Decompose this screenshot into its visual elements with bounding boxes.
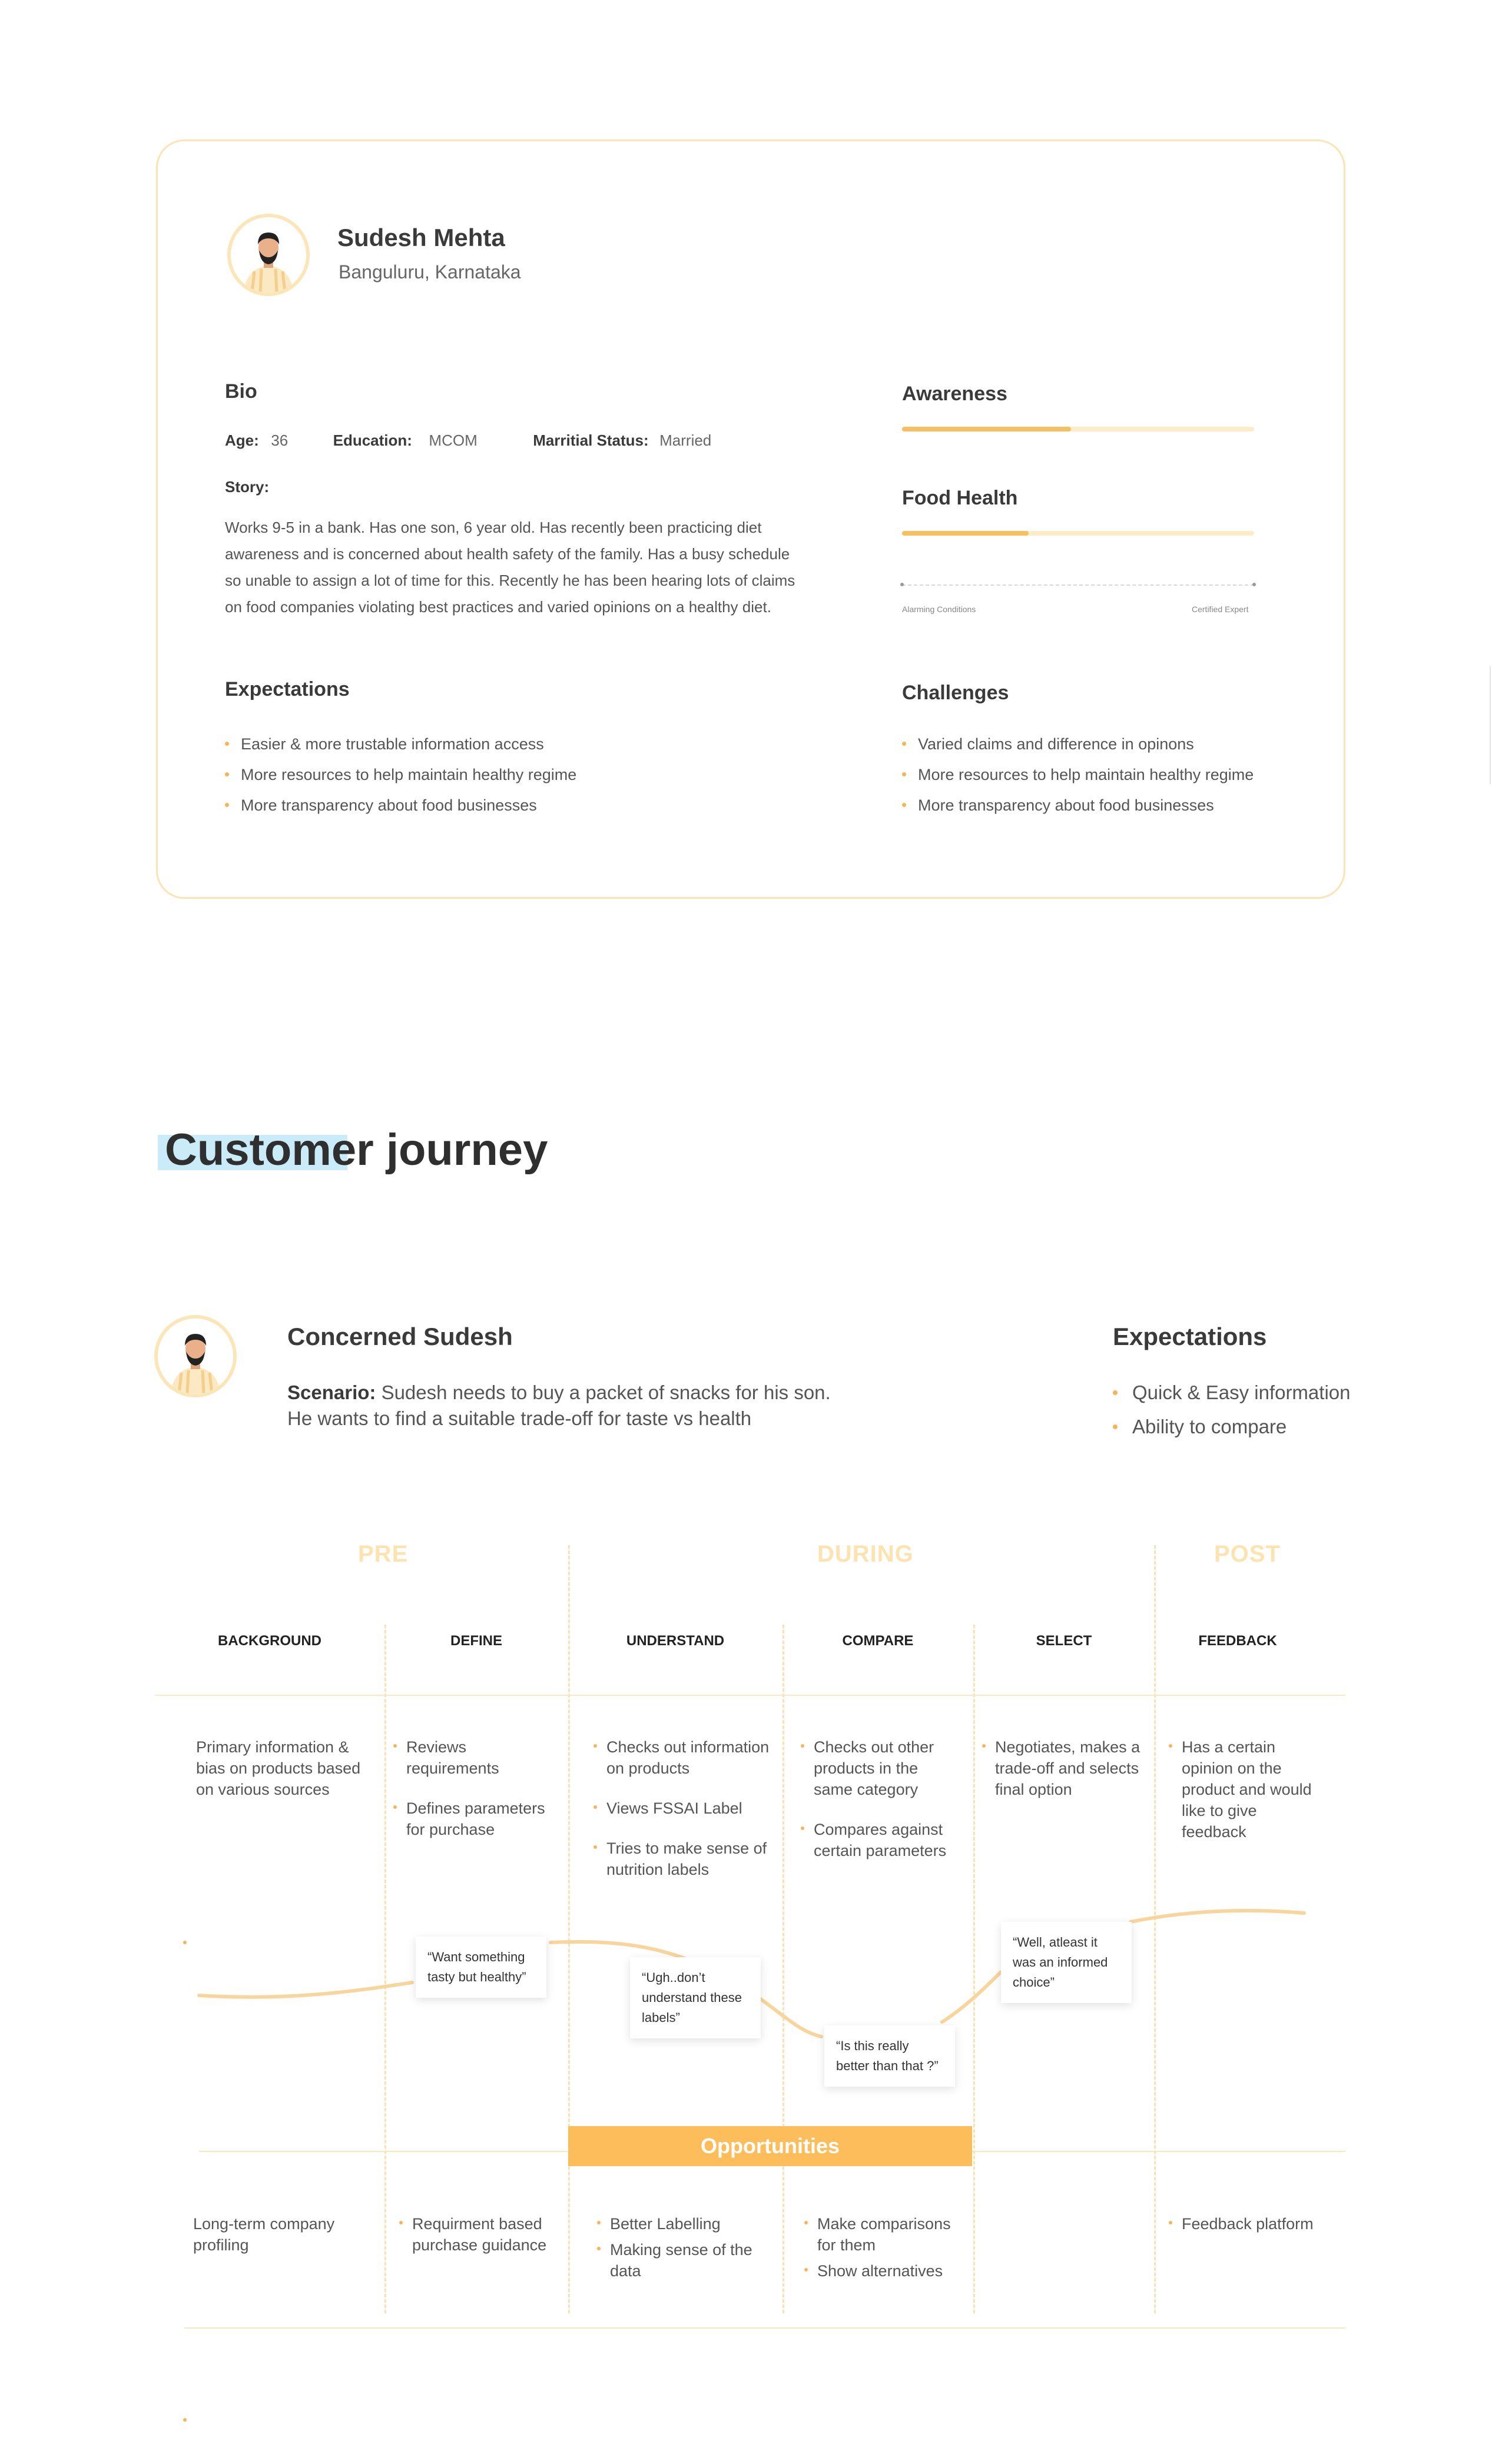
- phase-post: POST: [1214, 1541, 1281, 1567]
- challenges-title: Challenges: [902, 682, 1009, 704]
- education-label: Education:: [333, 431, 412, 449]
- list-item: Defines parameters for purchase: [393, 1798, 552, 1840]
- list-item: More transparency about food businesses: [225, 790, 576, 821]
- journey-title: Customer journey: [165, 1125, 548, 1175]
- list-item: Has a certain opinion on the product and would like to give feedback: [1169, 1736, 1316, 1842]
- persona-name: Sudesh Mehta: [337, 224, 505, 251]
- list-item: Show alternatives: [804, 2260, 963, 2282]
- list-item: Tries to make sense of nutrition labels: [594, 1838, 770, 1880]
- phase-during: DURING: [817, 1541, 914, 1567]
- marital-label: Marritial Status:: [533, 431, 649, 449]
- list-item: Requirment based purchase guidance: [399, 2213, 558, 2256]
- opportunities-banner: Opportunities: [568, 2126, 972, 2166]
- quote-select: “Well, atleast it was an informed choice”: [1001, 1922, 1132, 2003]
- stage-understand: UNDERSTAND: [626, 1633, 725, 1649]
- age-label: Age:: [225, 431, 259, 449]
- persona-location: Banguluru, Karnataka: [339, 261, 521, 283]
- quote-define: “Want something tasty but healthy”: [416, 1937, 546, 1998]
- scenario-line2: He wants to find a suitable trade-off for taste vs health: [287, 1407, 752, 1429]
- stage-compare: COMPARE: [842, 1633, 914, 1649]
- list-item: Better Labelling: [597, 2213, 756, 2234]
- bio-title: Bio: [225, 380, 257, 403]
- list-item: Checks out information on products: [594, 1736, 770, 1779]
- left-margin-dot: [183, 1941, 187, 1944]
- list-item: More resources to help maintain healthy regime: [225, 759, 576, 790]
- list-item: Negotiates, makes a trade-off and selects final option: [982, 1736, 1144, 1800]
- marital-value: Married: [659, 431, 712, 449]
- scenario-line1: Sudesh needs to buy a packet of snacks for his son.: [381, 1382, 831, 1403]
- list-item: Easier & more trustable information access: [225, 729, 576, 759]
- scale-max-label: Certified Expert: [1192, 605, 1249, 614]
- quote-compare: “Is this really better than that ?”: [824, 2025, 955, 2087]
- list-item: Varied claims and difference in opinons: [902, 729, 1254, 759]
- stage-background-content: Primary information & bias on products based on various sources: [196, 1738, 361, 1798]
- stage-feedback: FEEDBACK: [1198, 1633, 1277, 1649]
- age-value: 36: [271, 431, 289, 449]
- opportunity-compare: [804, 2213, 963, 2300]
- stage-select: SELECT: [1036, 1633, 1092, 1649]
- left-margin-dot-bottom: [183, 2418, 187, 2422]
- story-text: Works 9-5 in a bank. Has one son, 6 year old. Has recently been practicing diet awareness and is concerned about health safety of the family. Has a busy schedule so unable to assign a lot of time for this. Recently he has been hearing lots of claims on food companies violating best practices and varied opinions on a healthy diet.: [225, 519, 795, 616]
- awareness-label: Awareness: [902, 383, 1007, 405]
- stage-define: DEFINE: [450, 1633, 502, 1649]
- list-item: Ability to compare: [1113, 1410, 1350, 1444]
- opportunity-feedback: [1169, 2213, 1322, 2253]
- list-item: Make comparisons for them: [804, 2213, 963, 2256]
- list-item: Making sense of the data: [597, 2239, 756, 2282]
- list-item: More transparency about food businesses: [902, 790, 1254, 821]
- opportunity-understand: [597, 2213, 756, 2300]
- phase-pre: PRE: [358, 1541, 409, 1567]
- list-item: Quick & Easy information: [1113, 1376, 1350, 1410]
- education-value: MCOM: [429, 431, 478, 449]
- expectations-title: Expectations: [225, 678, 350, 700]
- list-item: Reviews requirements: [393, 1736, 552, 1779]
- list-item: More resources to help maintain healthy regime: [902, 759, 1254, 790]
- stage-background: BACKGROUND: [218, 1633, 321, 1649]
- food-health-label: Food Health: [902, 487, 1018, 509]
- journey-persona-name: Concerned Sudesh: [287, 1323, 513, 1350]
- scale-min-label: Alarming Conditions: [902, 605, 976, 614]
- list-item: Views FSSAI Label: [594, 1798, 770, 1819]
- list-item: Compares against certain parameters: [801, 1819, 957, 1861]
- opportunity-define: [399, 2213, 558, 2274]
- opportunity-background: Long-term company profiling: [193, 2215, 335, 2254]
- list-item: Feedback platform: [1169, 2213, 1322, 2234]
- quote-understand: “Ugh..don’t understand these labels”: [630, 1957, 761, 2038]
- story-label: Story:: [225, 478, 270, 496]
- journey-expectations-title: Expectations: [1113, 1323, 1267, 1350]
- scenario-label: Scenario:: [287, 1382, 376, 1403]
- list-item: Checks out other products in the same category: [801, 1736, 957, 1800]
